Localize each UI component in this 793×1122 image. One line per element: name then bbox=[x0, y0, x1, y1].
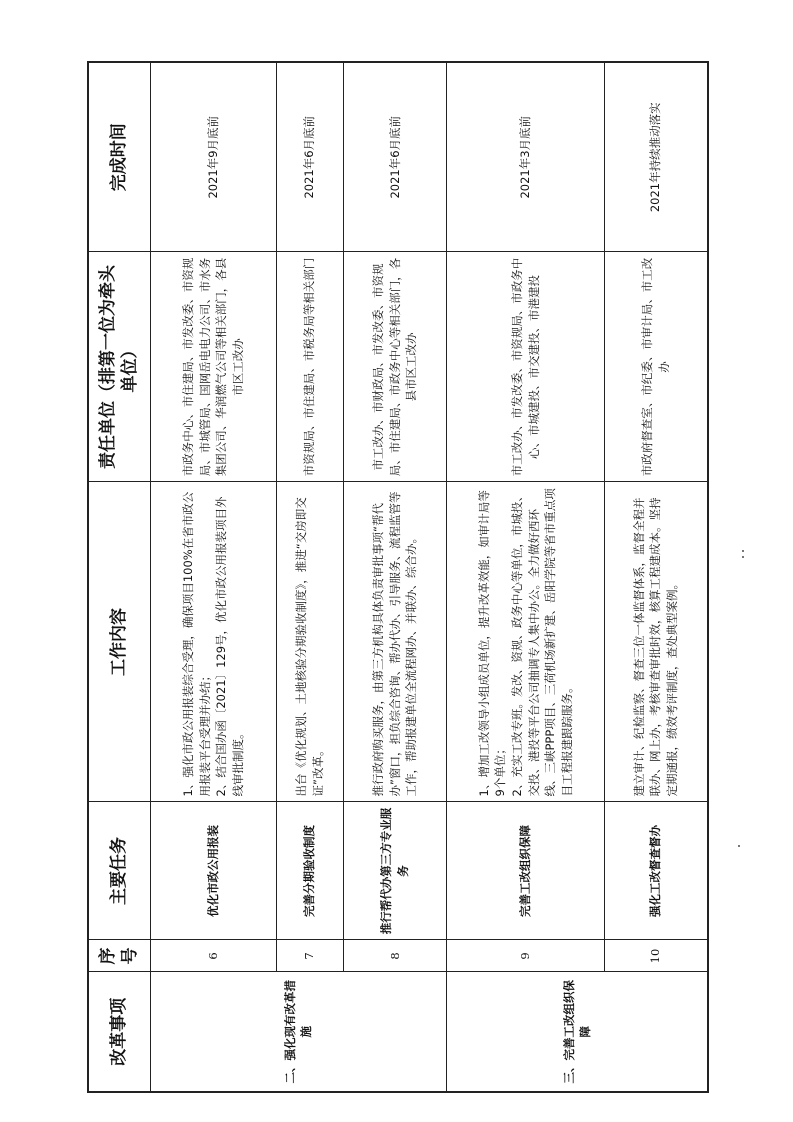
responsible-cell: 市政府督查室、市纪委、市审计局、市工改办 bbox=[604, 252, 708, 482]
responsible-cell: 市资规局、市住建局、市税务局等相关部门 bbox=[277, 252, 344, 482]
header-content: 工作内容 bbox=[88, 482, 150, 802]
reform-task-table bbox=[87, 61, 709, 1093]
serial-cell: 6 bbox=[150, 940, 277, 972]
content-cell bbox=[447, 482, 604, 802]
content-line: 推行政府购买服务，由第三方机构具体负责审批事项“帮代办”窗口，担负综合咨询、帮办代办、引导服务、流程监管等工作，帮助报建单位全流程网办、并联办、综合办。 bbox=[371, 491, 419, 797]
task-cell: 优化市政公用报装 bbox=[150, 802, 277, 940]
content-cell bbox=[277, 482, 344, 802]
responsible-cell: 市工改办、市财政局、市发改委、市资规局、市住建局、市政务中心等相关部门，各县市区工改办 bbox=[343, 252, 447, 482]
deadline-cell: 2021年3月底前 bbox=[447, 62, 604, 252]
deadline-cell: 2021年9月底前 bbox=[150, 62, 277, 252]
header-serial: 序号 bbox=[88, 940, 150, 972]
serial-cell: 9 bbox=[447, 940, 604, 972]
scan-speck bbox=[742, 550, 744, 552]
content-line: 出台《优化规划、土地核验分期验收制度》，推进“交房即交证”改革。 bbox=[294, 497, 325, 797]
header-deadline: 完成时间 bbox=[88, 62, 150, 252]
content-line: 2、结合国办函〔2021〕129号，优化市政公用报装项目外线审批制度。 bbox=[214, 496, 245, 797]
table-row bbox=[604, 62, 708, 1092]
table-row bbox=[150, 62, 277, 1092]
deadline-cell: 2021年持续推动落实 bbox=[604, 62, 708, 252]
rotated-table-container bbox=[87, 63, 709, 1093]
serial-cell: 10 bbox=[604, 940, 708, 972]
content-cell bbox=[150, 482, 277, 802]
table-row bbox=[447, 62, 604, 1092]
task-cell: 强化工改督查督办 bbox=[604, 802, 708, 940]
task-cell: 完善工改组织保障 bbox=[447, 802, 604, 940]
task-cell: 完善分期验收制度 bbox=[277, 802, 344, 940]
header-category: 改革事项 bbox=[88, 972, 150, 1092]
responsible-cell: 市政务中心、市住建局、市发改委、市资规局、市城管局、国网岳电电力公司、市水务集团公司、华润燃气公司等相关部门，各县市区工改办 bbox=[150, 252, 277, 482]
category-cell: 二、强化现有改革措施 bbox=[150, 972, 447, 1092]
content-line: 建立审计、纪检监察、督查三位一体监督体系，监督全程并联办、网上办，考核审查审批时效，核算工程建成本。坚持定期通报，绩效考评制度，查处典型案例。 bbox=[631, 497, 680, 797]
deadline-cell: 2021年6月底前 bbox=[343, 62, 447, 252]
header-row bbox=[88, 62, 150, 1092]
content-cell bbox=[604, 482, 708, 802]
task-cell: 推行帮代办第三方专业服务 bbox=[343, 802, 447, 940]
header-task: 主要任务 bbox=[88, 802, 150, 940]
content-line: 1、增加工改领导小组成员单位，提升改革效能，如审计局等9个单位； bbox=[476, 490, 508, 797]
responsible-cell: 市工改办、市发改委、市资规局、市政务中心、市城建投、市交建投、市港建投 bbox=[447, 252, 604, 482]
scan-speck bbox=[742, 556, 744, 558]
serial-cell: 8 bbox=[343, 940, 447, 972]
category-cell: 三、完善工改组织保障 bbox=[447, 972, 708, 1092]
serial-cell: 7 bbox=[277, 940, 344, 972]
scan-speck bbox=[738, 845, 740, 847]
content-line: 1、强化市政公用报装综合受理，确保项目100%在省市政公用报装平台受理并办结； bbox=[180, 491, 212, 797]
table-row bbox=[343, 62, 447, 1092]
content-line: 2、充实工改专班。发改、资规、政务中心等单位，市城投、交投、港投等平台公司抽调专人集中办公。全力做好西环线、三峡PPP项目、三荷机场新扩建、岳阳学院等省市重点项目工程报建跟踪服务。 bbox=[509, 488, 574, 797]
table-row bbox=[277, 62, 344, 1092]
deadline-cell: 2021年6月底前 bbox=[277, 62, 344, 252]
header-responsible: 责任单位（排第一位为牵头单位） bbox=[88, 252, 150, 482]
content-cell bbox=[343, 482, 447, 802]
